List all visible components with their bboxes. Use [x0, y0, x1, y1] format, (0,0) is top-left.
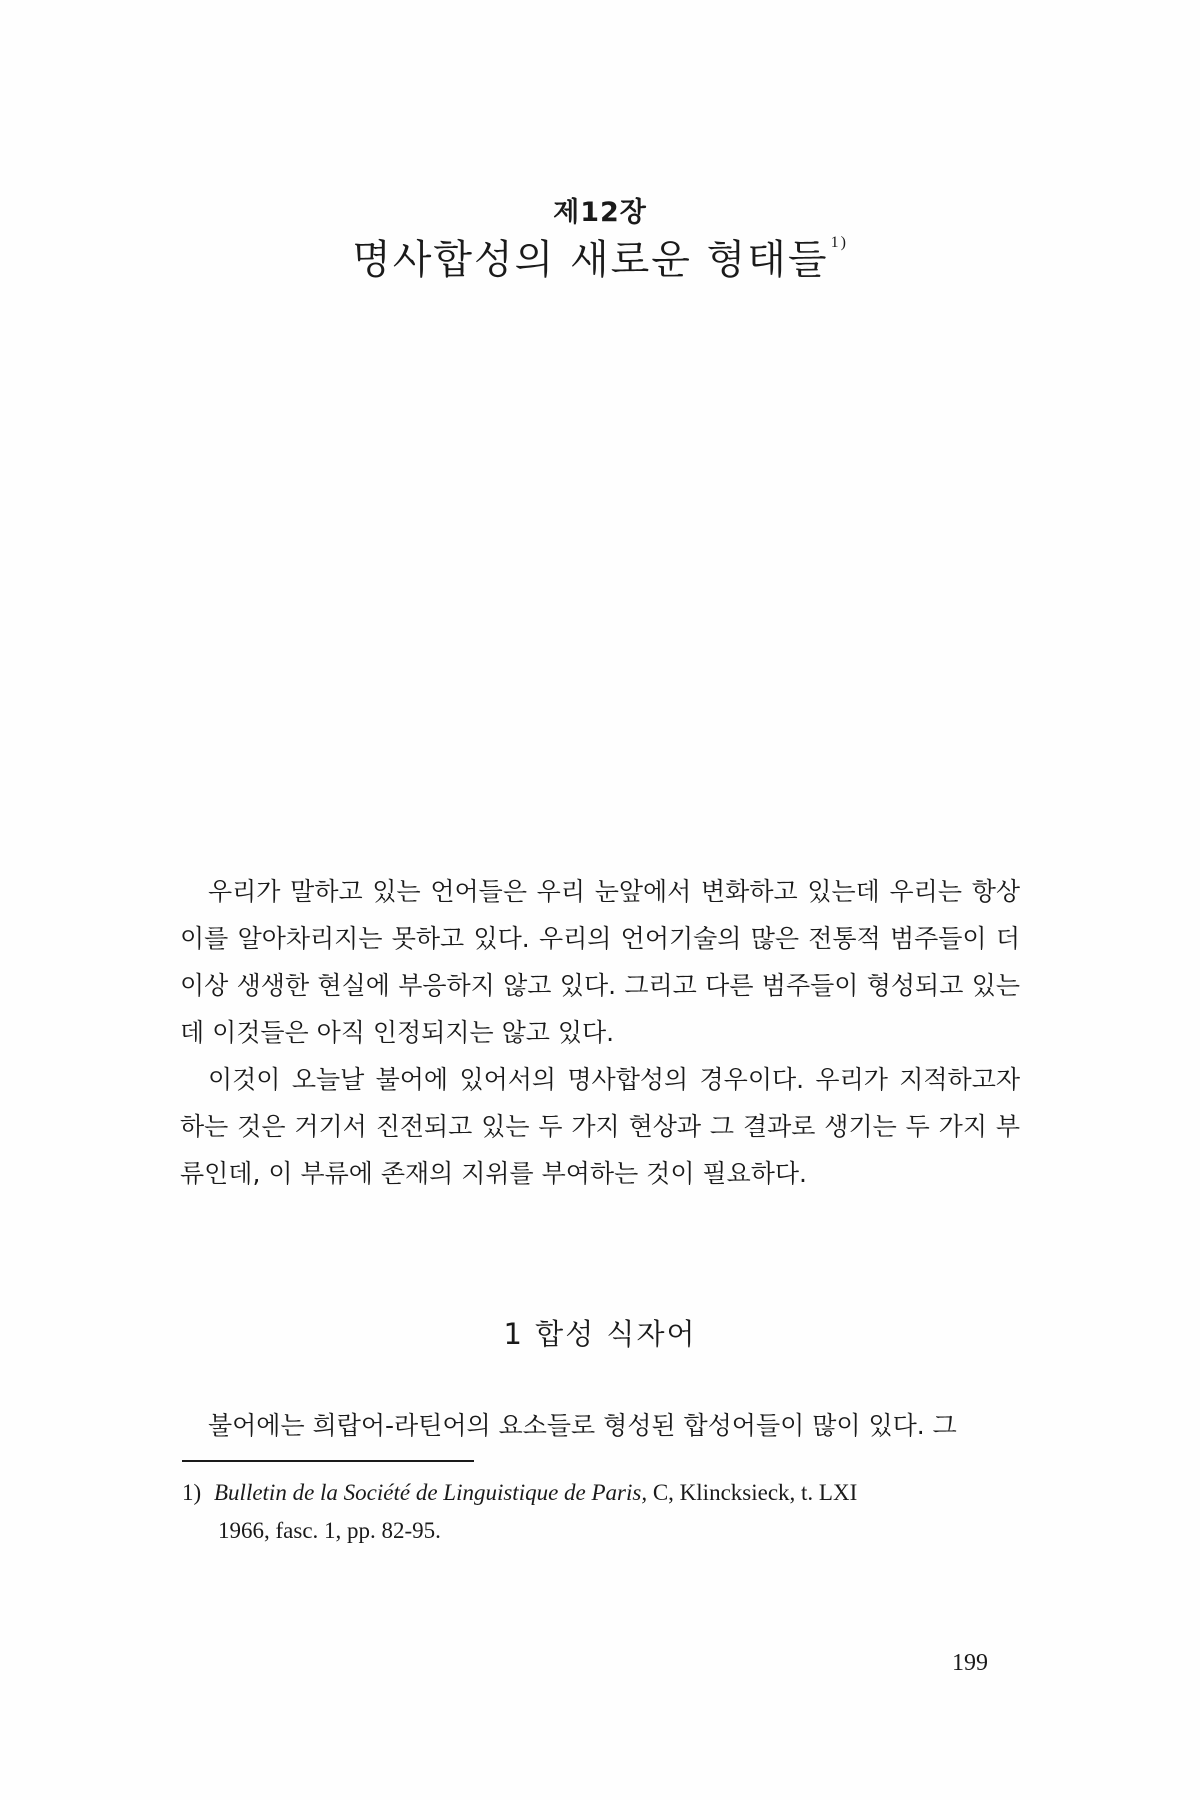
chapter-title — [0, 228, 1200, 285]
chapter-label: 제12장 — [553, 197, 647, 228]
footnote — [182, 1474, 1022, 1550]
footnote-line-2: 1966, fasc. 1, pp. 82-95. — [218, 1518, 441, 1543]
chapter-title-text: 명사합성의 새로운 형태들 — [352, 237, 829, 283]
section-paragraph-1: 불어에는 희랍어-라틴어의 요소들로 형성된 합성어들이 많이 있다. 그 — [208, 1411, 957, 1440]
section-heading: 1 합성 식자어 — [503, 1317, 697, 1351]
page-number: 199 — [952, 1650, 988, 1676]
footnote-journal: Bulletin de la Société de Linguistique de Paris, — [214, 1480, 648, 1505]
intro-paragraph-2: 이것이 오늘날 불어에 있어서의 명사합성의 경우이다. 우리가 지적하고자 하는 것은 거기서 진전되고 있는 두 가지 현상과 그 결과로 생기는 두 가지 부류인데, 이 부류에 존재의 지위를 부여하는 것이 필요하다. — [180, 1065, 1020, 1188]
footnote-divider — [182, 1460, 474, 1462]
intro-paragraph-1: 우리가 말하고 있는 언어들은 우리 눈앞에서 변화하고 있는데 우리는 항상 이를 알아차리지는 못하고 있다. 우리의 언어기술의 많은 전통적 범주들이 더 이상 생생한 현실에 부응하지 않고 있다. 그리고 다른 범주들이 형성되고 있는데 이것들은 아직 인정되지는 않고 있다. — [180, 877, 1020, 1047]
footnote-number: 1) — [182, 1480, 202, 1505]
footnote-details: C, Klincksieck, t. LXI — [647, 1480, 858, 1505]
footnote-marker: 1) — [830, 234, 848, 251]
